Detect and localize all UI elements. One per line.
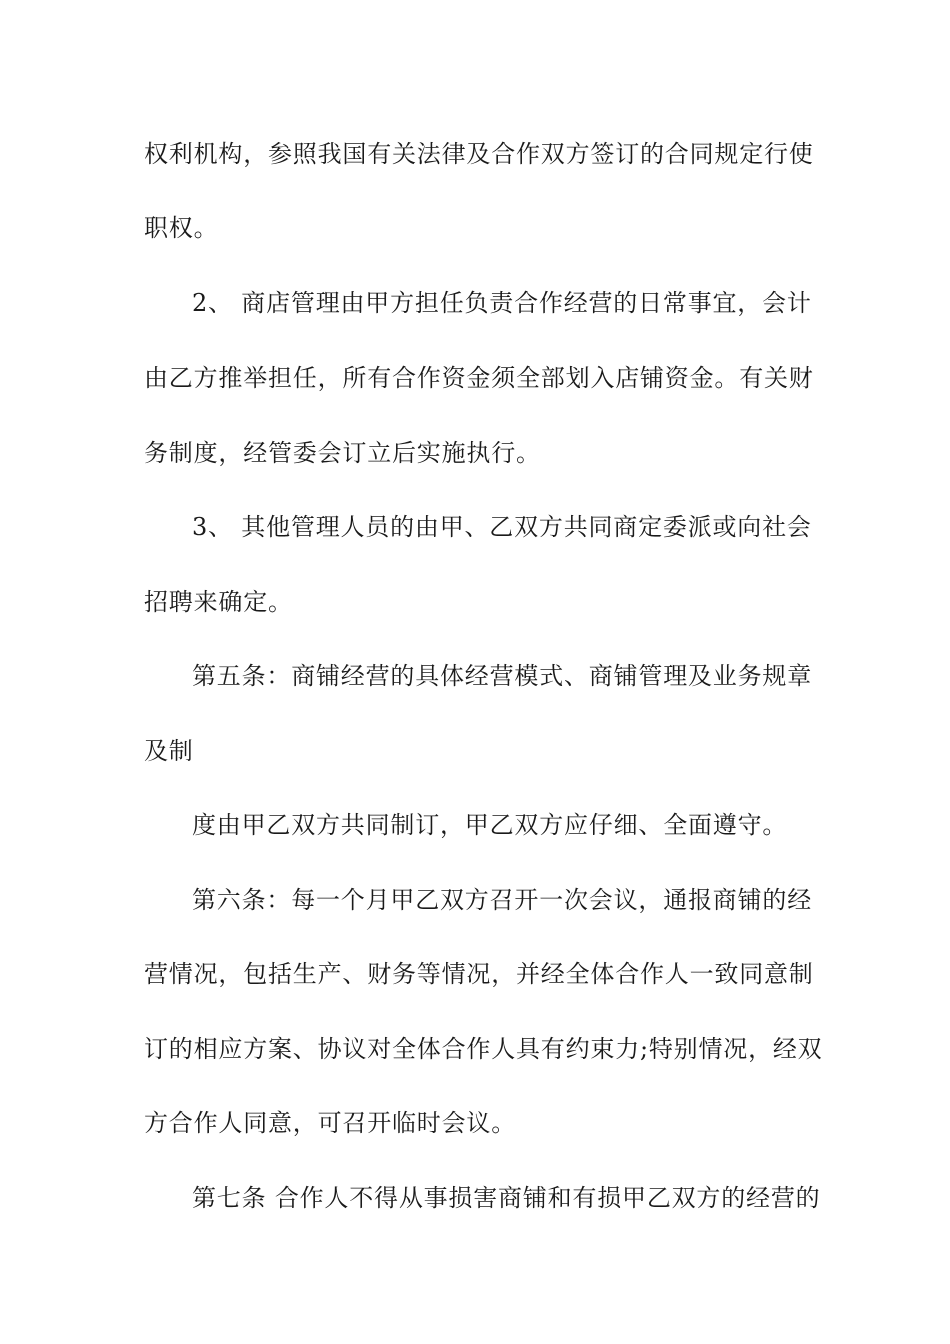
text-line: 订的相应方案、协议对全体合作人具有约束力;特别情况，经双 <box>144 1035 823 1063</box>
text-line: 2、 商店管理由甲方担任负责合作经营的日常事宜，会计 <box>192 289 812 317</box>
text-line: 度由甲乙双方共同制订，甲乙双方应仔细、全面遵守。 <box>192 811 788 839</box>
text-line: 由乙方推举担任，所有合作资金须全部划入店铺资金。有关财 <box>144 364 814 392</box>
text-line: 第七条 合作人不得从事损害商铺和有损甲乙双方的经营的 <box>192 1184 821 1212</box>
text-line: 权利机构，参照我国有关法律及合作双方签订的合同规定行使 <box>144 140 814 168</box>
text-line: 职权。 <box>144 214 219 242</box>
text-line: 及制 <box>144 737 194 765</box>
text-line: 招聘来确定。 <box>144 588 293 616</box>
text-line: 营情况，包括生产、财务等情况，并经全体合作人一致同意制 <box>144 960 814 988</box>
text-line: 务制度，经管委会订立后实施执行。 <box>144 439 541 467</box>
text-line: 方合作人同意，可召开临时会议。 <box>144 1109 516 1137</box>
text-line: 3、 其他管理人员的由甲、乙双方共同商定委派或向社会 <box>192 513 812 541</box>
text-line: 第五条：商铺经营的具体经营模式、商铺管理及业务规章 <box>192 662 812 690</box>
text-line: 第六条：每一个月甲乙双方召开一次会议，通报商铺的经 <box>192 886 812 914</box>
